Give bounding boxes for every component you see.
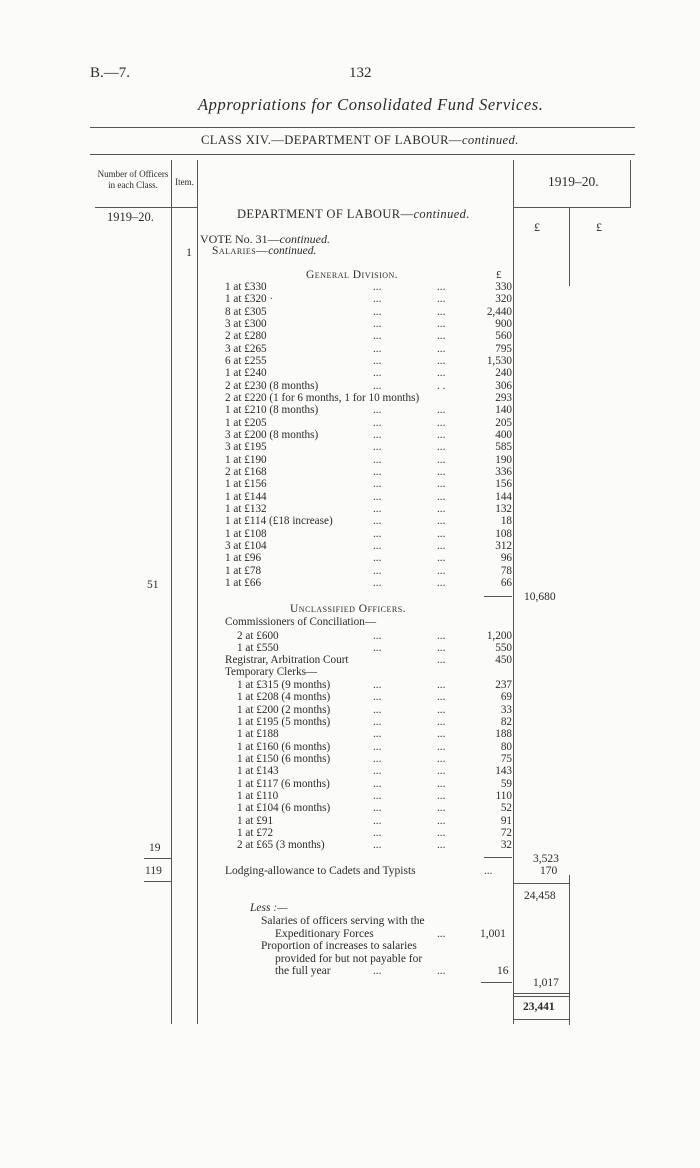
general-division-leaders: ... <box>437 576 446 589</box>
temporary-clerk-leaders: ... <box>373 839 382 852</box>
temporary-clerk-label: 1 at £188 <box>237 728 279 741</box>
general-division-amount: 1,530 <box>486 354 512 367</box>
general-division-leaders: ... <box>373 305 382 318</box>
general-division-sum-rule <box>484 596 512 597</box>
temporary-clerk-leaders: ... <box>373 691 382 704</box>
general-division-leaders: ... <box>437 515 446 528</box>
general-division-amount: 585 <box>495 441 512 454</box>
general-division-amount: 205 <box>495 416 512 429</box>
head-rule-item <box>172 207 197 208</box>
general-division-leaders: ... <box>373 527 382 540</box>
temporary-clerk-label: 2 at £65 (3 months) <box>237 839 325 852</box>
temporary-clerk-leaders: ... <box>437 826 446 839</box>
general-division-leaders: ... <box>373 576 382 589</box>
general-division-label: 1 at £108 <box>225 527 267 540</box>
commissioner-amount: 550 <box>495 642 512 655</box>
temporary-clerk-leaders: ... <box>437 691 446 704</box>
temporary-clerk-amount: 80 <box>500 740 512 753</box>
grand-total-rule-top <box>514 993 570 994</box>
general-division-leaders: ... <box>437 354 446 367</box>
general-division-amount: 240 <box>495 367 512 380</box>
temporary-clerk-amount: 69 <box>500 691 512 704</box>
temporary-clerk-leaders: ... <box>373 789 382 802</box>
general-division-leaders: ... <box>437 527 446 540</box>
temporary-clerk-leaders: ... <box>373 777 382 790</box>
less-item2-line1: Proportion of increases to salaries <box>261 940 417 952</box>
general-division-row <box>225 293 512 305</box>
temporary-clerk-leaders: ... <box>437 789 446 802</box>
general-division-label: 1 at £330 <box>225 281 267 293</box>
temporary-clerk-leaders: ... <box>437 715 446 728</box>
commissioner-row <box>237 630 512 642</box>
col-rule-officers <box>171 160 172 1024</box>
temporary-clerk-row <box>237 815 512 827</box>
general-division-label: 1 at £96 <box>225 552 262 565</box>
commissioners-label: Commissioners of Conciliation— <box>225 616 377 628</box>
general-division-row <box>225 454 512 466</box>
general-division-heading: General Division. <box>306 269 399 281</box>
temporary-clerk-label: 1 at £150 (6 months) <box>237 752 331 765</box>
general-division-leaders: ... <box>373 428 382 441</box>
less-item1-leaders: ... <box>437 928 446 940</box>
unclassified-officers-count: 19 <box>149 842 161 854</box>
less-sum-rule <box>481 982 512 983</box>
general-division-label: 1 at £210 (8 months) <box>225 404 319 417</box>
general-division-row <box>225 330 512 342</box>
general-division-leaders: ... <box>437 428 446 441</box>
general-division-row <box>225 515 512 527</box>
general-division-amount: 900 <box>495 317 512 330</box>
general-division-label: 1 at £66 <box>225 576 262 589</box>
registrar-amount: 450 <box>495 654 512 666</box>
temporary-clerk-leaders: ... <box>373 752 382 765</box>
temporary-clerk-row <box>237 691 512 703</box>
header-rule <box>90 127 635 128</box>
temporary-clerk-leaders: ... <box>373 826 382 839</box>
general-division-leaders: ... <box>437 305 446 318</box>
less-item1-line1: Salaries of officers serving with the <box>261 915 425 927</box>
general-division-leaders: ... <box>373 367 382 380</box>
general-division-label: 1 at £240 <box>225 367 267 380</box>
temporary-clerk-leaders: ... <box>437 728 446 741</box>
vote-line-suffix: continued. <box>279 232 330 246</box>
general-division-leaders: ... <box>373 342 382 355</box>
class-title <box>201 134 519 147</box>
general-division-leaders: ... <box>373 404 382 417</box>
temporary-clerk-leaders: ... <box>373 728 382 741</box>
general-division-row <box>225 306 512 318</box>
general-division-leaders: ... <box>373 552 382 565</box>
head-rule-officers <box>95 207 171 208</box>
general-division-row <box>225 367 512 379</box>
commissioner-row <box>237 642 512 654</box>
temporary-clerk-row <box>237 790 512 802</box>
salaries-heading <box>212 246 316 258</box>
general-division-label: 1 at £132 <box>225 502 267 515</box>
subtotal-rule <box>514 883 570 884</box>
general-division-leaders: ... <box>373 281 382 293</box>
grand-total-rule-top-2 <box>514 996 570 997</box>
general-division-label: 2 at £220 (1 for 6 months, 1 for 10 months) <box>225 391 420 404</box>
temporary-clerk-label: 1 at £195 (5 months) <box>237 715 331 728</box>
unclassified-count-rule <box>144 858 172 859</box>
commissioner-label: 2 at £600 <box>237 630 279 642</box>
general-division-total: 10,680 <box>524 591 556 603</box>
general-division-amount: 18 <box>500 515 512 528</box>
temporary-clerk-row <box>237 765 512 777</box>
general-division-leaders: ... <box>373 416 382 429</box>
general-division-label: 1 at £78 <box>225 564 262 577</box>
general-division-label: 2 at £168 <box>225 465 267 478</box>
section-title <box>237 208 470 221</box>
class-title-main: CLASS XIV.—DEPARTMENT OF LABOUR— <box>201 133 462 147</box>
less-heading-text: Less :— <box>250 902 288 914</box>
page-number: 132 <box>349 65 372 81</box>
general-division-leaders: ... <box>373 515 382 528</box>
grand-total-rule-bottom <box>514 1019 570 1020</box>
temporary-clerk-leaders: ... <box>373 740 382 753</box>
temporary-clerk-row <box>237 753 512 765</box>
general-division-leaders: ... <box>373 354 382 367</box>
general-division-row <box>225 380 512 392</box>
temporary-clerk-label: 1 at £208 (4 months) <box>237 691 331 704</box>
officers-total-rule <box>144 881 172 882</box>
general-division-leaders: ... <box>373 564 382 577</box>
general-division-leaders: ... <box>437 552 446 565</box>
less-item2-leaders-2: ... <box>437 965 446 977</box>
temporary-clerk-leaders: ... <box>437 703 446 716</box>
temporary-clerk-amount: 75 <box>500 752 512 765</box>
general-division-amount: 320 <box>495 293 512 306</box>
temporary-clerk-leaders: ... <box>437 814 446 827</box>
temporary-clerk-label: 1 at £117 (6 months) <box>237 777 330 790</box>
general-division-label: 2 at £280 <box>225 330 267 343</box>
general-division-amount: 293 <box>495 391 512 404</box>
temporary-clerk-amount: 143 <box>495 765 512 778</box>
temporary-clerk-label: 1 at £91 <box>237 814 274 827</box>
registrar-leaders: ... <box>437 654 446 666</box>
temporary-clerk-row <box>237 741 512 753</box>
general-division-leaders: ... <box>437 453 446 466</box>
general-division-leaders: ... <box>437 342 446 355</box>
unclassified-sum-rule <box>484 857 512 858</box>
temporary-clerk-leaders: ... <box>437 839 446 852</box>
general-division-label: 1 at £114 (£18 increase) <box>225 515 333 528</box>
general-division-leaders: ... <box>437 293 446 306</box>
general-division-label: 3 at £300 <box>225 317 267 330</box>
temporary-clerk-row <box>237 839 512 851</box>
general-division-row <box>225 355 512 367</box>
col-year-header: 1919–20. <box>548 174 599 189</box>
temporary-clerk-amount: 59 <box>500 777 512 790</box>
general-division-leaders: ... <box>373 317 382 330</box>
general-division-row <box>225 417 512 429</box>
less-item2-amount: 16 <box>497 965 509 977</box>
lodging-leaders: ... <box>484 865 493 877</box>
temporary-clerk-row <box>237 728 512 740</box>
temporary-clerk-label: 1 at £200 (2 months) <box>237 703 331 716</box>
temporary-clerk-amount: 188 <box>495 728 512 741</box>
class-rule <box>90 154 635 155</box>
general-division-row <box>225 429 512 441</box>
less-item1-amount: 1,001 <box>480 928 506 940</box>
general-division-leaders: ... <box>437 367 446 380</box>
general-division-row <box>225 528 512 540</box>
general-division-leaders: ... <box>373 441 382 454</box>
temporary-clerk-label: 1 at £143 <box>237 765 279 778</box>
general-division-amount: 2,440 <box>486 305 512 318</box>
temporary-clerk-row <box>237 716 512 728</box>
temporary-clerk-leaders: ... <box>373 703 382 716</box>
general-division-leaders: ... <box>437 564 446 577</box>
lodging-amount: 170 <box>540 865 558 877</box>
vote-line-main: VOTE No. 31— <box>200 232 280 246</box>
section-title-main: DEPARTMENT OF LABOUR— <box>237 207 414 221</box>
general-division-leaders: ... <box>373 330 382 343</box>
running-title: Appropriations for Consolidated Fund Services. <box>198 95 544 114</box>
less-item2-line2: provided for but not payable for <box>275 953 423 965</box>
temporary-clerk-leaders: ... <box>373 802 382 815</box>
general-division-leaders: ... <box>437 416 446 429</box>
commissioner-leaders: ... <box>437 642 446 655</box>
section-title-suffix: continued. <box>413 207 470 221</box>
temporary-clerk-leaders: ... <box>437 740 446 753</box>
general-division-leaders: ... <box>437 281 446 293</box>
general-division-leaders: ... <box>437 478 446 491</box>
general-division-amount: 132 <box>495 502 512 515</box>
col-rule-item <box>197 160 198 1024</box>
general-division-amount: 190 <box>495 453 512 466</box>
temporary-clerk-row <box>237 802 512 814</box>
general-division-pound-sign: £ <box>496 269 502 281</box>
temporary-clerk-leaders: ... <box>373 679 382 691</box>
general-division-row <box>225 577 512 589</box>
general-division-leaders: ... <box>373 293 382 306</box>
general-division-leaders: ... <box>373 453 382 466</box>
general-division-amount: 336 <box>495 465 512 478</box>
general-division-amount: 140 <box>495 404 512 417</box>
general-division-row <box>225 478 512 490</box>
less-item2-leaders: ... <box>373 965 382 977</box>
general-division-row <box>225 503 512 515</box>
general-division-row <box>225 318 512 330</box>
temporary-clerk-amount: 33 <box>500 703 512 716</box>
class-title-suffix: continued. <box>461 133 519 147</box>
general-division-row <box>225 441 512 453</box>
temporary-clerk-row <box>237 679 512 691</box>
general-division-leaders: ... <box>373 465 382 478</box>
general-division-leaders: ... <box>373 379 382 392</box>
temporary-clerk-amount: 110 <box>495 789 512 802</box>
general-division-leaders: ... <box>437 317 446 330</box>
commissioner-label: 1 at £550 <box>237 642 279 655</box>
general-division-row <box>225 404 512 416</box>
subtotal-amount: 24,458 <box>524 890 556 902</box>
officers-grand-total: 119 <box>145 865 162 877</box>
temporary-clerk-leaders: ... <box>373 814 382 827</box>
commissioner-leaders: ... <box>437 630 446 642</box>
col-item-header: Item. <box>175 177 194 187</box>
temporary-clerk-amount: 91 <box>500 814 512 827</box>
pound-sign-col2: £ <box>596 220 602 234</box>
unclassified-heading: Unclassified Officers. <box>290 603 407 615</box>
general-division-row <box>225 466 512 478</box>
general-division-amount: 144 <box>495 490 512 503</box>
grand-total: 23,441 <box>523 1001 555 1013</box>
salaries-label: Salaries— <box>212 245 269 257</box>
temporary-clerk-amount: 32 <box>500 839 512 852</box>
col-officers-header: Number of Officers in each Class. <box>97 169 169 190</box>
temporary-clerk-label: 1 at £104 (6 months) <box>237 802 331 815</box>
general-division-label: 3 at £195 <box>225 441 267 454</box>
commissioner-amount: 1,200 <box>486 630 512 642</box>
general-division-amount: 108 <box>495 527 512 540</box>
general-division-label: 6 at £255 <box>225 354 267 367</box>
general-division-officers-count: 51 <box>147 579 159 591</box>
general-division-leaders: . . <box>437 379 446 392</box>
general-division-label: 3 at £200 (8 months) <box>225 428 319 441</box>
general-division-leaders: ... <box>437 330 446 343</box>
general-division-row <box>225 392 512 404</box>
general-division-amount: 795 <box>495 342 512 355</box>
item-number: 1 <box>186 245 192 259</box>
general-division-label: 8 at £305 <box>225 305 267 318</box>
general-division-label: 3 at £104 <box>225 539 267 552</box>
pound-sign-col1: £ <box>534 220 540 234</box>
temp-clerks-label: Temporary Clerks— <box>225 666 318 678</box>
general-division-leaders: ... <box>373 539 382 552</box>
general-division-row <box>225 552 512 564</box>
general-division-amount: 66 <box>500 576 512 589</box>
general-division-row <box>225 565 512 577</box>
page-reference: B.—7. <box>90 65 131 81</box>
general-division-amount: 156 <box>495 478 512 491</box>
general-division-label: 2 at £230 (8 months) <box>225 379 319 392</box>
general-division-leaders: ... <box>437 465 446 478</box>
unclassified-total: 3,523 <box>533 853 559 865</box>
general-division-label: 1 at £190 <box>225 453 267 466</box>
temporary-clerk-leaders: ... <box>437 765 446 778</box>
general-division-row <box>225 491 512 503</box>
general-division-leaders: ... <box>437 441 446 454</box>
general-division-label: 1 at £205 <box>225 416 267 429</box>
temporary-clerk-leaders: ... <box>437 679 446 691</box>
general-division-label: 1 at £144 <box>225 490 267 503</box>
general-division-amount: 78 <box>500 564 512 577</box>
general-division-leaders: ... <box>373 490 382 503</box>
col-rule-amounts <box>513 160 514 1024</box>
temporary-clerk-amount: 82 <box>500 715 512 728</box>
general-division-amount: 560 <box>495 330 512 343</box>
temporary-clerk-amount: 237 <box>495 679 512 691</box>
commissioner-leaders: ... <box>373 630 382 642</box>
general-division-amount: 306 <box>495 379 512 392</box>
less-total: 1,017 <box>533 977 559 989</box>
salaries-suffix: continued. <box>268 245 317 257</box>
general-division-label: 1 at £320 · <box>225 293 274 306</box>
general-division-leaders: ... <box>437 404 446 417</box>
less-heading <box>250 903 287 915</box>
lodging-label: Lodging-allowance to Cadets and Typists <box>225 865 416 877</box>
general-division-amount: 330 <box>495 281 512 293</box>
temporary-clerk-amount: 72 <box>500 826 512 839</box>
temporary-clerk-row <box>237 827 512 839</box>
head-rule-year <box>514 207 630 208</box>
temporary-clerk-leaders: ... <box>437 777 446 790</box>
temporary-clerk-label: 1 at £72 <box>237 826 274 839</box>
temporary-clerk-label: 1 at £160 (6 months) <box>237 740 331 753</box>
general-division-row <box>225 540 512 552</box>
commissioner-leaders: ... <box>373 642 382 655</box>
col-rule-right <box>630 160 631 208</box>
temporary-clerk-leaders: ... <box>373 715 382 728</box>
temporary-clerk-leaders: ... <box>373 765 382 778</box>
temporary-clerk-leaders: ... <box>437 752 446 765</box>
general-division-leaders: ... <box>437 539 446 552</box>
col-rule-inner <box>569 208 570 286</box>
general-division-row <box>225 343 512 355</box>
general-division-label: 3 at £265 <box>225 342 267 355</box>
temporary-clerk-row <box>237 704 512 716</box>
temporary-clerk-row <box>237 778 512 790</box>
general-division-row <box>225 281 512 293</box>
less-item2-line3: the full year <box>275 965 331 977</box>
temporary-clerk-amount: 52 <box>500 802 512 815</box>
officers-year-label: 1919–20. <box>107 210 154 224</box>
general-division-amount: 96 <box>500 552 512 565</box>
temporary-clerk-label: 1 at £315 (9 months) <box>237 679 331 691</box>
registrar-label: Registrar, Arbitration Court <box>225 654 349 666</box>
general-division-amount: 400 <box>495 428 512 441</box>
temporary-clerk-leaders: ... <box>437 802 446 815</box>
general-division-leaders: ... <box>373 478 382 491</box>
general-division-leaders: ... <box>373 502 382 515</box>
col-rule-inner-2 <box>569 875 570 1025</box>
temporary-clerk-label: 1 at £110 <box>237 789 279 802</box>
vote-line <box>200 233 330 245</box>
general-division-leaders: ... <box>437 502 446 515</box>
general-division-amount: 312 <box>495 539 512 552</box>
general-division-leaders: ... <box>437 490 446 503</box>
less-item1-line2: Expeditionary Forces <box>275 928 374 940</box>
general-division-label: 1 at £156 <box>225 478 267 491</box>
